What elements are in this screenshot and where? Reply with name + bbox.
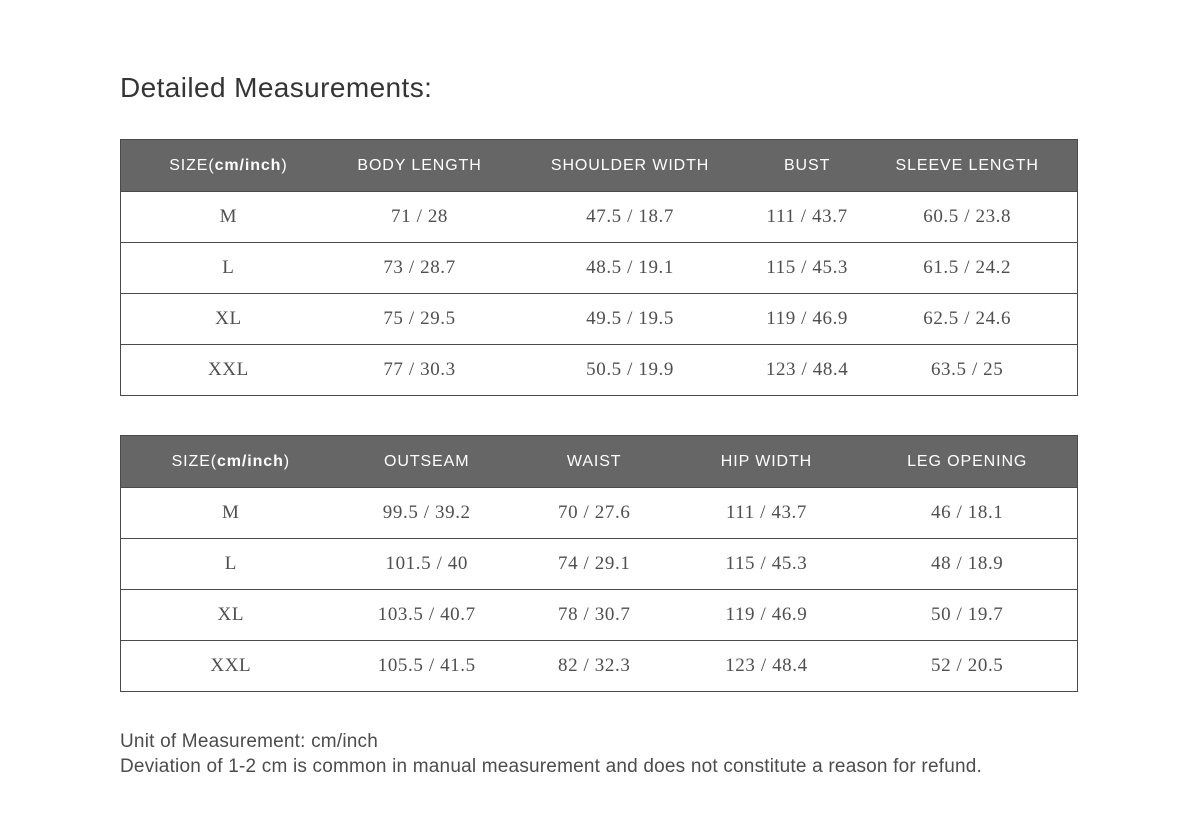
- table-cell: 73 / 28.7: [336, 243, 503, 294]
- table-cell: 77 / 30.3: [336, 345, 503, 396]
- table-cell: 123 / 48.4: [676, 641, 858, 692]
- table-header-row: [121, 140, 1078, 192]
- column-header-shoulder-width: SHOULDER WIDTH: [503, 140, 757, 192]
- table-cell: 50.5 / 19.9: [503, 345, 757, 396]
- table-cell: 119 / 46.9: [676, 590, 858, 641]
- table-cell: 99.5 / 39.2: [341, 488, 513, 539]
- table-cell: 47.5 / 18.7: [503, 192, 757, 243]
- table-cell: 101.5 / 40: [341, 539, 513, 590]
- table-cell: 103.5 / 40.7: [341, 590, 513, 641]
- table-cell: 115 / 45.3: [676, 539, 858, 590]
- table-cell: 78 / 30.7: [513, 590, 676, 641]
- table-cell: 111 / 43.7: [676, 488, 858, 539]
- table-row: [121, 192, 1078, 243]
- table-cell: 75 / 29.5: [336, 294, 503, 345]
- column-header-sleeve-length: SLEEVE LENGTH: [857, 140, 1077, 192]
- table-cell: 111 / 43.7: [757, 192, 857, 243]
- size-header-suffix: ): [281, 156, 288, 174]
- size-cell: M: [121, 192, 336, 243]
- table-cell: 71 / 28: [336, 192, 503, 243]
- table-cell: 74 / 29.1: [513, 539, 676, 590]
- table-cell: 105.5 / 41.5: [341, 641, 513, 692]
- table-cell: 82 / 32.3: [513, 641, 676, 692]
- table-row: [121, 243, 1078, 294]
- upper-garment-size-table: [120, 139, 1078, 396]
- size-header-prefix: SIZE(: [169, 156, 215, 174]
- table-cell: 63.5 / 25: [857, 345, 1077, 396]
- table-cell: 70 / 27.6: [513, 488, 676, 539]
- size-cell: XXL: [121, 641, 341, 692]
- table-cell: 123 / 48.4: [757, 345, 857, 396]
- table-row: [121, 345, 1078, 396]
- size-column-header: [121, 436, 341, 488]
- table-cell: 48 / 18.9: [857, 539, 1077, 590]
- table-cell: 115 / 45.3: [757, 243, 857, 294]
- column-header-leg-opening: LEG OPENING: [857, 436, 1077, 488]
- table-cell: 61.5 / 24.2: [857, 243, 1077, 294]
- column-header-body-length: BODY LENGTH: [336, 140, 503, 192]
- column-header-outseam: OUTSEAM: [341, 436, 513, 488]
- table-cell: 119 / 46.9: [757, 294, 857, 345]
- measurement-notes: [120, 729, 1078, 779]
- table-cell: 50 / 19.7: [857, 590, 1077, 641]
- size-cell: M: [121, 488, 341, 539]
- column-header-bust: BUST: [757, 140, 857, 192]
- table-cell: 62.5 / 24.6: [857, 294, 1077, 345]
- size-cell: XL: [121, 590, 341, 641]
- page-title: Detailed Measurements:: [120, 72, 433, 103]
- table-row: [121, 641, 1078, 692]
- size-cell: XXL: [121, 345, 336, 396]
- size-cell: L: [121, 243, 336, 294]
- table-cell: 60.5 / 23.8: [857, 192, 1077, 243]
- column-header-hip-width: HIP WIDTH: [676, 436, 858, 488]
- size-cell: L: [121, 539, 341, 590]
- size-column-header: [121, 140, 336, 192]
- size-cell: XL: [121, 294, 336, 345]
- table-row: [121, 590, 1078, 641]
- table-cell: 48.5 / 19.1: [503, 243, 757, 294]
- table-cell: 46 / 18.1: [857, 488, 1077, 539]
- size-header-unit: cm/inch: [217, 452, 284, 470]
- size-header-suffix: ): [283, 452, 290, 470]
- deviation-note: Deviation of 1-2 cm is common in manual measurement and does not constitute a reason for refund.: [120, 756, 982, 777]
- column-header-waist: WAIST: [513, 436, 676, 488]
- table-row: [121, 294, 1078, 345]
- size-header-prefix: SIZE(: [171, 452, 217, 470]
- lower-garment-size-table: [120, 435, 1078, 692]
- table-row: [121, 488, 1078, 539]
- size-header-unit: cm/inch: [214, 156, 282, 174]
- table-header-row: [121, 436, 1078, 488]
- table-row: [121, 539, 1078, 590]
- table-cell: 49.5 / 19.5: [503, 294, 757, 345]
- table-cell: 52 / 20.5: [857, 641, 1077, 692]
- unit-note: Unit of Measurement: cm/inch: [120, 731, 378, 752]
